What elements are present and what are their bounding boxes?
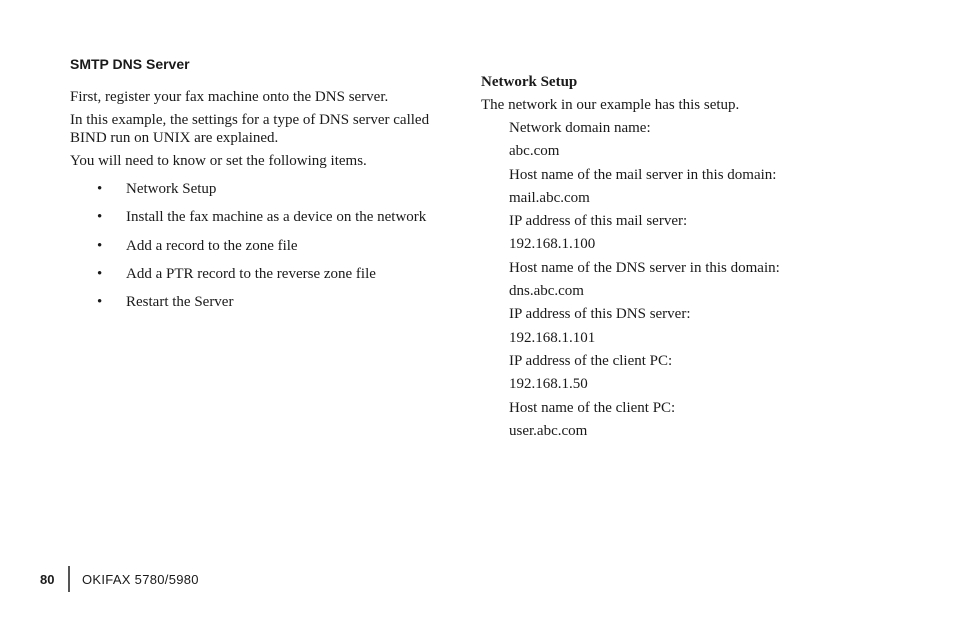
- list-item-text: Add a PTR record to the reverse zone file: [126, 265, 376, 282]
- list-item-text: Add a record to the zone file: [126, 237, 298, 254]
- setup-label: Host name of the client PC:: [509, 399, 676, 416]
- network-setup-intro: The network in our example has this setup.: [481, 97, 740, 113]
- setup-value: abc.com: [509, 143, 560, 160]
- product-name: OKIFAX 5780/5980: [82, 571, 199, 587]
- setup-label: IP address of this DNS server:: [509, 306, 691, 323]
- footer-divider: [68, 566, 70, 592]
- setup-value: user.abc.com: [509, 422, 588, 439]
- page-number: 80: [40, 571, 55, 587]
- setup-value: 192.168.1.101: [509, 329, 596, 346]
- right-column: [481, 73, 901, 445]
- bullet-icon: •: [97, 181, 103, 197]
- setup-value: mail.abc.com: [509, 189, 590, 206]
- list-item-text: Network Setup: [126, 181, 217, 197]
- bullet-icon: •: [97, 265, 103, 282]
- intro-paragraph-1: First, register your fax machine onto the DNS server.: [70, 89, 389, 105]
- section-title: SMTP DNS Server: [70, 56, 190, 72]
- setup-value: 192.168.1.50: [509, 376, 588, 393]
- list-item-text: Install the fax machine as a device on the network: [126, 209, 427, 226]
- list-item: [70, 293, 455, 311]
- list-item: [70, 180, 455, 198]
- intro-paragraph-3: You will need to know or set the following items.: [70, 153, 367, 169]
- items-bullet-list: [70, 180, 455, 311]
- setup-label: IP address of the client PC:: [509, 352, 673, 369]
- left-column: [70, 55, 455, 321]
- list-item: [70, 237, 455, 255]
- list-item: [70, 208, 455, 226]
- setup-value: dns.abc.com: [509, 283, 584, 300]
- network-setup-heading: Network Setup: [481, 74, 578, 90]
- setup-label: Network domain name:: [509, 120, 651, 136]
- setup-label: Host name of the DNS server in this domain:: [509, 259, 780, 276]
- setup-label: IP address of this mail server:: [509, 213, 688, 230]
- setup-value: 192.168.1.100: [509, 236, 596, 253]
- bullet-icon: •: [97, 209, 103, 226]
- list-item: [70, 265, 455, 283]
- network-setup-list: [481, 119, 901, 440]
- page-footer: [40, 566, 199, 592]
- bullet-icon: •: [97, 237, 103, 254]
- setup-label: Host name of the mail server in this domain:: [509, 166, 777, 183]
- intro-paragraph-2: In this example, the settings for a type of DNS server called BIND run on UNIX are explained.: [70, 112, 430, 146]
- bullet-icon: •: [97, 294, 103, 311]
- list-item-text: Restart the Server: [126, 294, 234, 311]
